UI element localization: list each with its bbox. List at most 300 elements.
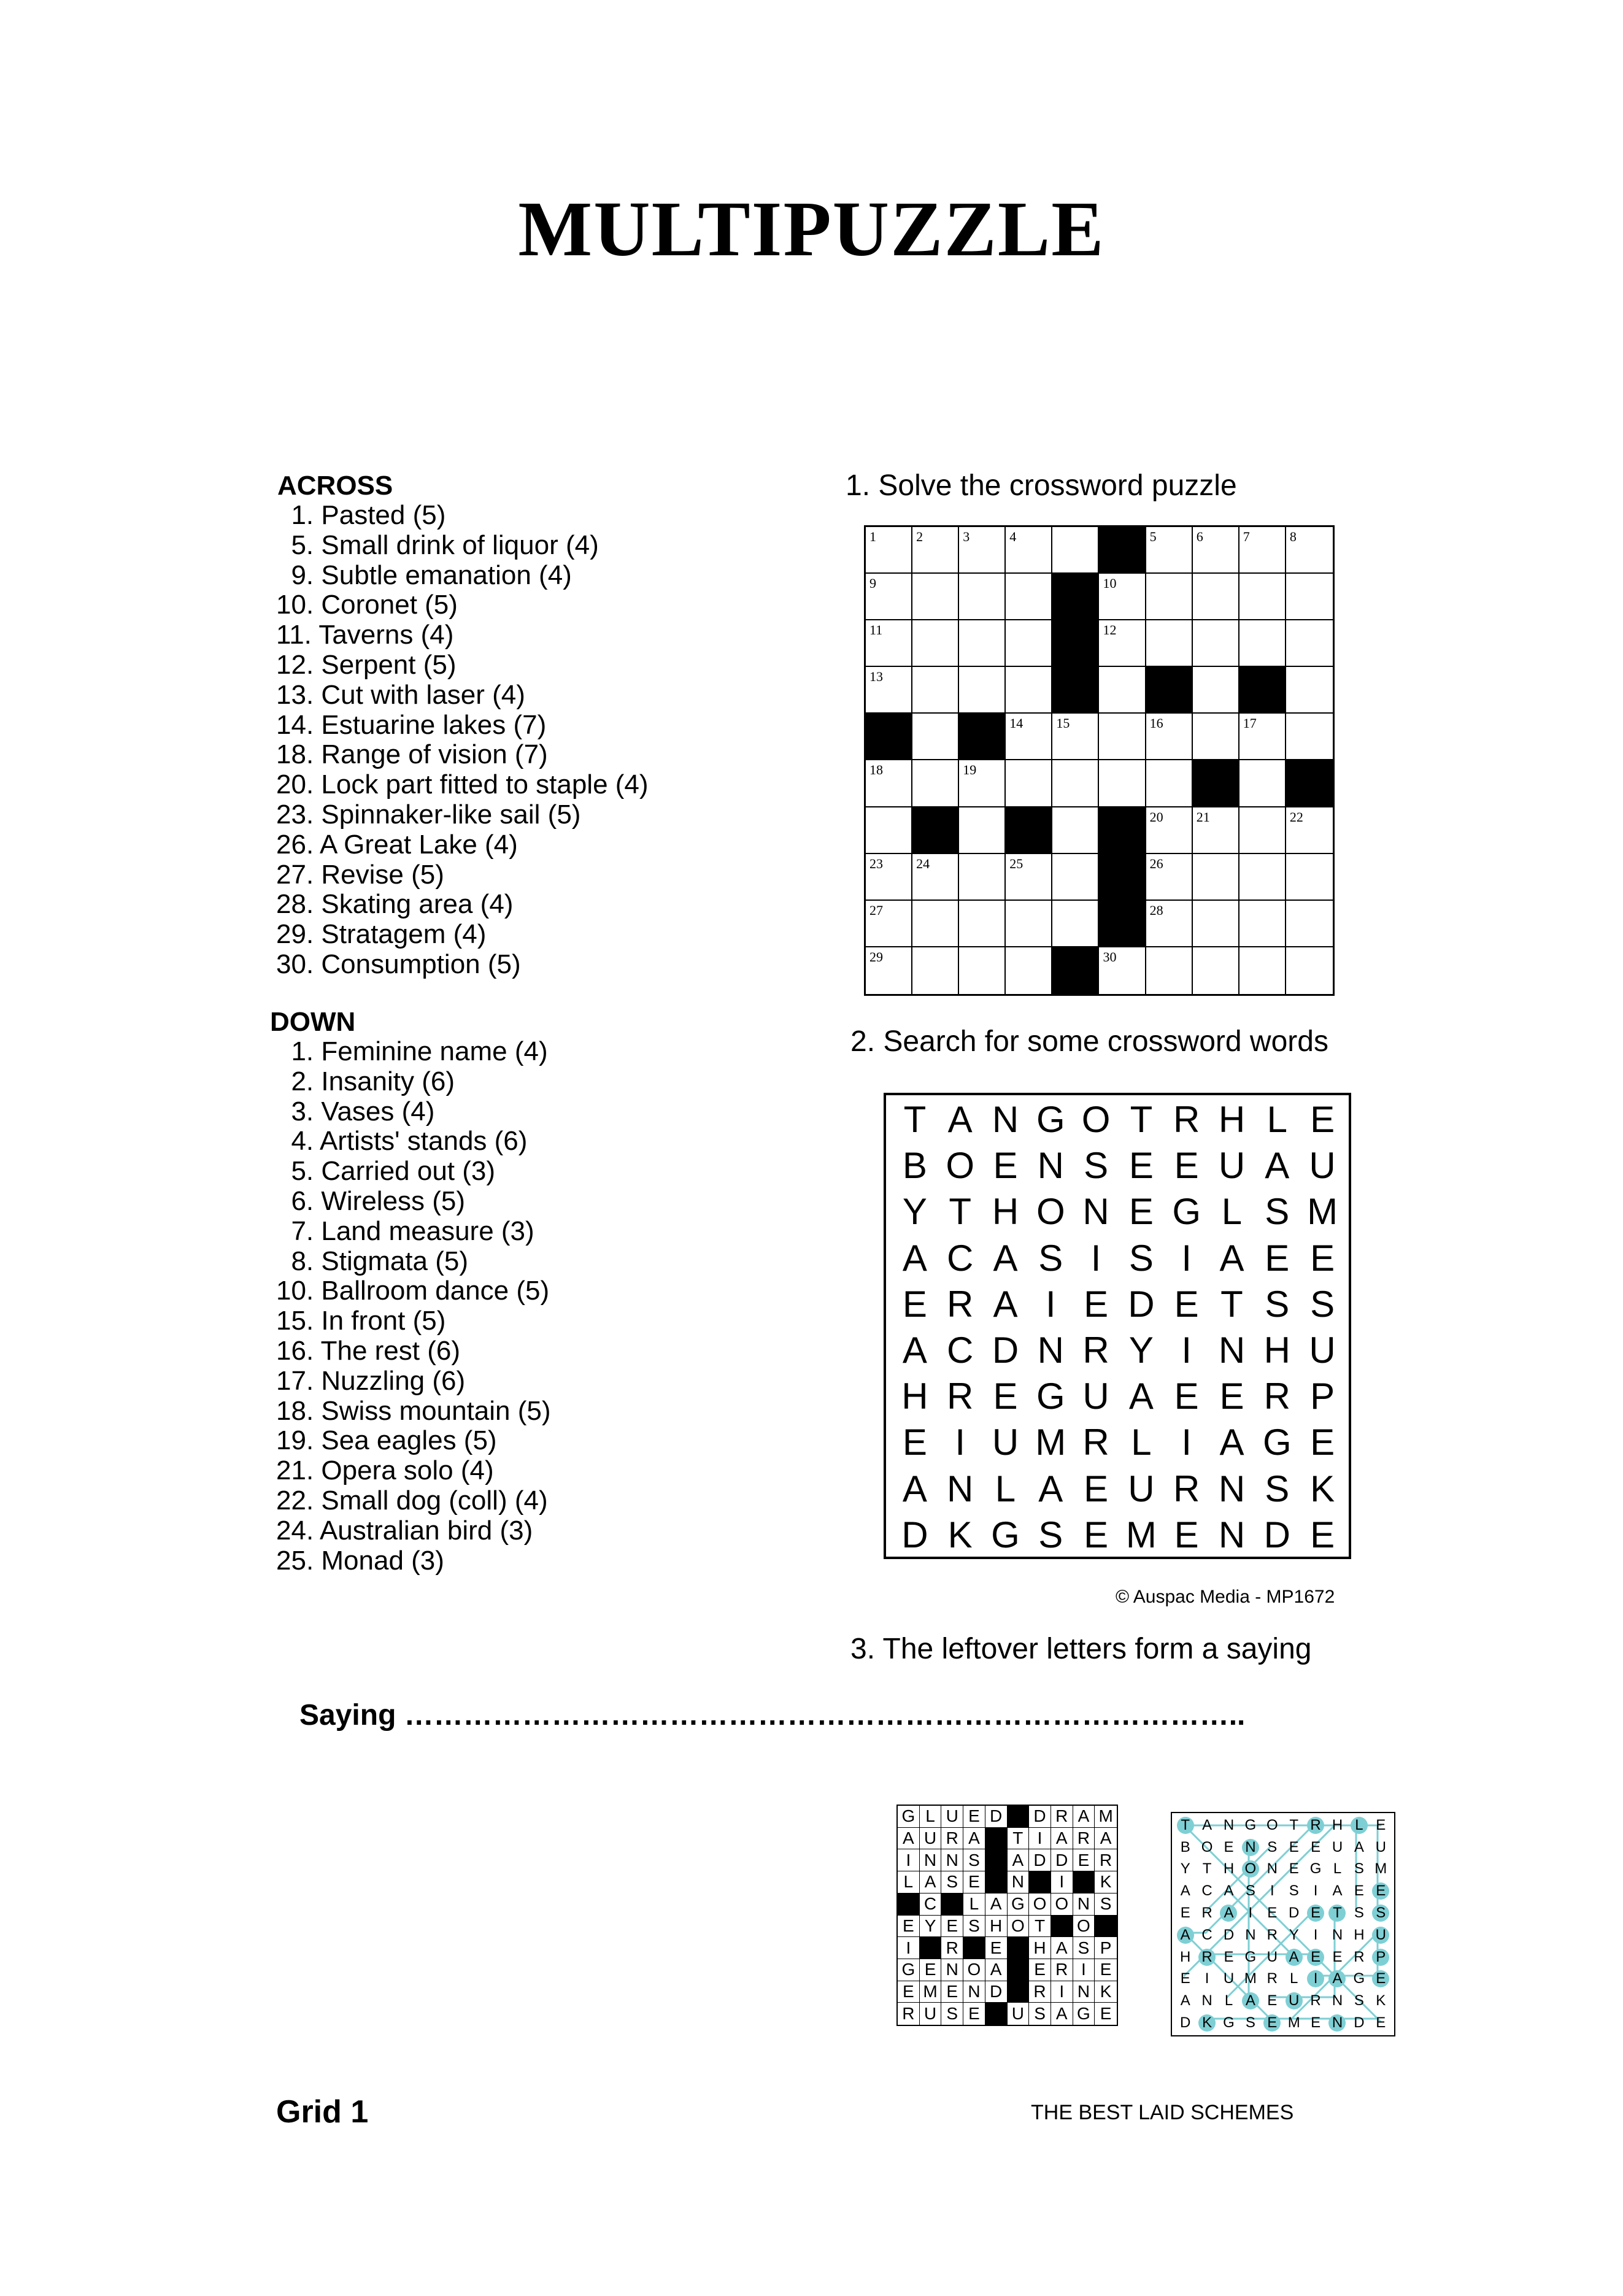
solution-letter-cell: R	[1073, 1828, 1095, 1850]
word-search-letter[interactable]: S	[1084, 1145, 1109, 1187]
word-search-letter[interactable]: R	[947, 1283, 974, 1325]
solution-letter: U	[1375, 1838, 1386, 1855]
solution-letter: M	[1244, 1970, 1257, 1987]
clue-number: 13	[869, 669, 883, 685]
solution-leftover-letter: T	[1174, 1814, 1196, 1836]
word-search-letter[interactable]: S	[1310, 1283, 1335, 1325]
crossword-cell[interactable]	[959, 807, 1006, 854]
solution-letter: E	[1311, 2014, 1321, 2032]
word-search-letter[interactable]: A	[1038, 1468, 1063, 1509]
solution-letter: E	[1376, 1816, 1386, 1833]
word-search-letter[interactable]: L	[995, 1468, 1016, 1509]
word-search-letter[interactable]: M	[1035, 1422, 1066, 1463]
crossword-cell[interactable]	[1052, 854, 1099, 901]
crossword-cell[interactable]	[1146, 760, 1193, 807]
crossword-cell[interactable]	[912, 947, 959, 994]
crossword-cell[interactable]	[1052, 714, 1099, 760]
word-search-letter[interactable]: G	[1262, 1422, 1292, 1463]
crossword-cell[interactable]	[912, 574, 959, 620]
crossword-cell[interactable]	[1006, 854, 1052, 901]
crossword-cell[interactable]	[1193, 901, 1239, 947]
word-search-letter[interactable]: E	[1310, 1099, 1335, 1141]
word-search-letter[interactable]: R	[1082, 1422, 1109, 1463]
crossword-cell[interactable]	[1006, 947, 1052, 994]
crossword-cell[interactable]	[866, 947, 912, 994]
word-search-letter[interactable]: H	[901, 1376, 928, 1417]
solution-letter-cell: M	[920, 1981, 942, 2003]
crossword-cell[interactable]	[1099, 714, 1146, 760]
word-search-letter[interactable]: P	[1310, 1376, 1335, 1417]
solution-letter-cell: A	[1051, 1828, 1073, 1850]
solution-letter-cell: C	[920, 1893, 942, 1916]
crossword-cell[interactable]	[1239, 854, 1286, 901]
crossword-cell[interactable]	[1286, 807, 1333, 854]
solution-leftover-letter: K	[1196, 2012, 1217, 2034]
word-search-letter[interactable]: A	[902, 1330, 927, 1371]
word-search-letter[interactable]: N	[1037, 1330, 1064, 1371]
word-search-letter[interactable]: L	[1266, 1099, 1287, 1141]
solution-letter-cell: E	[1100, 2004, 1112, 2024]
clue-number: 20	[1149, 809, 1163, 825]
word-search-letter[interactable]: S	[1128, 1237, 1154, 1279]
clue-number: 3	[963, 529, 970, 544]
crossword-cell[interactable]	[1006, 714, 1052, 760]
word-search-letter[interactable]: I	[955, 1422, 966, 1463]
crossword-cell[interactable]	[1286, 667, 1333, 714]
solution-letter: H	[1180, 1948, 1191, 1965]
word-search-letter[interactable]: E	[1084, 1283, 1109, 1325]
solution-letter: E	[1224, 1948, 1234, 1965]
word-search-letter[interactable]: E	[1310, 1422, 1335, 1463]
word-search-letter[interactable]: I	[1181, 1330, 1192, 1371]
crossword-cell[interactable]	[959, 667, 1006, 714]
word-search-letter[interactable]: N	[1082, 1191, 1109, 1233]
solution-letter: S	[1354, 1860, 1364, 1878]
crossword-cell[interactable]	[912, 620, 959, 667]
solution-letter-cell: A	[1008, 1849, 1030, 1871]
solution-letter-cell: S	[1073, 1937, 1095, 1959]
crossword-black-cell	[1006, 807, 1052, 854]
step-1-label: 1. Solve the crossword puzzle	[846, 469, 1237, 502]
word-search-letter[interactable]: N	[1218, 1514, 1246, 1555]
crossword-cell[interactable]	[959, 527, 1006, 574]
crossword-cell[interactable]	[866, 667, 912, 714]
crossword-cell[interactable]	[912, 714, 959, 760]
word-search-letter[interactable]: R	[1173, 1099, 1200, 1141]
crossword-cell[interactable]	[1099, 947, 1146, 994]
crossword-cell[interactable]	[1052, 760, 1099, 807]
word-search-letter[interactable]: E	[902, 1422, 927, 1463]
crossword-cell[interactable]	[1006, 667, 1052, 714]
crossword-cell[interactable]	[1193, 574, 1239, 620]
word-search-letter[interactable]: L	[1221, 1191, 1243, 1233]
crossword-cell[interactable]	[1146, 714, 1193, 760]
word-search-letter[interactable]: O	[1081, 1099, 1111, 1141]
across-clue: 20. Lock part fitted to staple (4)	[276, 769, 649, 800]
word-search-letter[interactable]: A	[902, 1468, 927, 1509]
solution-letter-cell: S	[1095, 1893, 1117, 1916]
word-search-letter[interactable]: I	[1045, 1283, 1056, 1325]
crossword-cell[interactable]	[1146, 947, 1193, 994]
solution-letter: G	[1353, 1970, 1365, 1987]
crossword-cell[interactable]	[1239, 807, 1286, 854]
clue-number: 7	[1243, 529, 1250, 544]
crossword-cell[interactable]	[1286, 574, 1333, 620]
crossword-cell[interactable]	[1193, 714, 1239, 760]
solution-letter: O	[1266, 1816, 1278, 1833]
solution-letter-cell: A	[1051, 2003, 1073, 2025]
word-search-letter[interactable]: E	[993, 1376, 1018, 1417]
across-clue: 27. Revise (5)	[276, 859, 444, 890]
crossword-cell[interactable]	[1286, 901, 1333, 947]
solution-leftover-letter: U	[1370, 1924, 1392, 1946]
crossword-cell[interactable]	[959, 854, 1006, 901]
word-search-letter[interactable]: Y	[902, 1191, 927, 1233]
crossword-cell[interactable]	[1239, 574, 1286, 620]
solution-letter: S	[1245, 2014, 1255, 2032]
crossword-cell[interactable]	[912, 901, 959, 947]
down-clue: 18. Swiss mountain (5)	[276, 1395, 551, 1426]
word-search-letter[interactable]: A	[1219, 1237, 1244, 1279]
word-search-letter[interactable]: D	[1263, 1514, 1290, 1555]
across-clue: 10. Coronet (5)	[276, 590, 458, 620]
crossword-cell[interactable]	[1052, 527, 1099, 574]
crossword-cell[interactable]	[912, 760, 959, 807]
crossword-cell[interactable]	[1286, 854, 1333, 901]
solution-black-cell	[941, 1893, 963, 1916]
word-search-letter[interactable]: G	[991, 1514, 1020, 1555]
crossword-cell[interactable]	[1052, 901, 1099, 947]
solution-leftover-letter: E	[1370, 1880, 1392, 1902]
crossword-cell[interactable]	[1193, 620, 1239, 667]
word-search-letter[interactable]: L	[1131, 1422, 1152, 1463]
solution-black-cell	[985, 1871, 1008, 1893]
solution-letter: E	[1311, 1838, 1321, 1855]
solution-letter: D	[1180, 2014, 1191, 2032]
word-search-letter[interactable]: C	[947, 1237, 974, 1279]
crossword-cell[interactable]	[1286, 527, 1333, 574]
solution-letter-cell: E	[898, 1916, 920, 1938]
solution-letter-cell: E	[1073, 1849, 1095, 1871]
page-title: MULTIPUZZLE	[518, 185, 1105, 272]
crossword-cell[interactable]	[866, 854, 912, 901]
solution-letter: G	[1223, 2014, 1235, 2032]
solution-black-cell	[1008, 1981, 1030, 2003]
solution-letter-cell: G	[1073, 2003, 1095, 2025]
word-search-letter[interactable]: K	[947, 1514, 973, 1555]
solution-letter: A	[1202, 1816, 1212, 1833]
solution-letter-cell: P	[1095, 1937, 1117, 1959]
solution-letter: S	[1267, 1838, 1278, 1855]
word-search-letter[interactable]: E	[1174, 1514, 1199, 1555]
crossword-cell[interactable]	[1239, 947, 1286, 994]
solution-letter-cell: A	[1095, 1828, 1117, 1850]
solution-letter-cell: S	[941, 2003, 963, 2025]
word-search-letter[interactable]: N	[1037, 1145, 1064, 1187]
solution-letter: I	[1205, 1970, 1209, 1987]
crossword-cell[interactable]	[1099, 620, 1146, 667]
down-clue: 5. Carried out (3)	[276, 1156, 496, 1187]
word-search-letter[interactable]: R	[1173, 1468, 1200, 1509]
solution-letter: I	[1270, 1882, 1274, 1900]
solution-letter: E	[1267, 1992, 1278, 2009]
crossword-black-cell	[1099, 854, 1146, 901]
solution-letter-cell: N	[1008, 1871, 1030, 1893]
solution-leftover-letter: E	[1305, 1902, 1326, 1924]
solution-letter: U	[1332, 1838, 1343, 1855]
crossword-cell[interactable]	[959, 574, 1006, 620]
across-clue: 30. Consumption (5)	[276, 949, 521, 979]
down-clue: 3. Vases (4)	[276, 1096, 435, 1127]
word-search-letter[interactable]: A	[902, 1237, 927, 1279]
crossword-cell[interactable]	[1193, 947, 1239, 994]
crossword-solution-grid	[896, 1805, 1118, 2026]
crossword-cell[interactable]	[1099, 574, 1146, 620]
word-search-letter[interactable]: A	[947, 1099, 973, 1141]
crossword-cell[interactable]	[1286, 714, 1333, 760]
word-search-letter[interactable]: D	[1128, 1283, 1155, 1325]
solution-letter: C	[1201, 1926, 1212, 1943]
word-search-letter[interactable]: E	[1174, 1145, 1199, 1187]
word-search-letter[interactable]: H	[992, 1191, 1019, 1233]
down-clue: 2. Insanity (6)	[276, 1066, 455, 1096]
word-search-letter[interactable]: A	[993, 1283, 1018, 1325]
clue-number: 19	[963, 762, 977, 778]
word-search-letter[interactable]: T	[1130, 1099, 1153, 1141]
solution-letter-cell: A	[920, 1871, 942, 1893]
solution-letter-cell: S	[963, 1849, 985, 1871]
solution-leftover-letter: I	[1305, 1968, 1326, 1990]
word-search-letter[interactable]: A	[993, 1237, 1018, 1279]
crossword-cell[interactable]	[1193, 854, 1239, 901]
solution-letter: N	[1245, 1926, 1256, 1943]
crossword-cell[interactable]	[959, 901, 1006, 947]
crossword-cell[interactable]	[1146, 807, 1193, 854]
solution-leftover-letter: P	[1370, 1946, 1392, 1968]
crossword-cell[interactable]	[1193, 667, 1239, 714]
word-search-letter[interactable]: I	[1090, 1237, 1101, 1279]
word-search-letter[interactable]: T	[949, 1191, 972, 1233]
word-search-letter[interactable]: E	[1219, 1376, 1244, 1417]
word-search-letter[interactable]: O	[946, 1145, 975, 1187]
word-search-letter[interactable]: G	[1036, 1099, 1065, 1141]
solution-letter: U	[1266, 1948, 1278, 1965]
crossword-cell[interactable]	[866, 901, 912, 947]
crossword-cell[interactable]	[1006, 620, 1052, 667]
word-search-letter[interactable]: R	[1082, 1330, 1109, 1371]
solution-letter-cell: D	[1051, 1849, 1073, 1871]
crossword-cell[interactable]	[866, 620, 912, 667]
crossword-black-cell	[959, 714, 1006, 760]
word-search-letter[interactable]: D	[901, 1514, 928, 1555]
word-search-letter[interactable]: N	[947, 1468, 974, 1509]
solution-letter-cell: I	[1051, 1981, 1073, 2003]
word-search-letter[interactable]: A	[1265, 1145, 1290, 1187]
crossword-cell[interactable]	[1239, 714, 1286, 760]
word-search-letter[interactable]: S	[1265, 1468, 1290, 1509]
word-search-letter[interactable]: C	[947, 1330, 974, 1371]
word-search-letter[interactable]: S	[1038, 1237, 1063, 1279]
word-search-letter[interactable]: A	[1128, 1376, 1154, 1417]
down-clue: 6. Wireless (5)	[276, 1185, 466, 1216]
solution-letter: D	[1354, 2014, 1365, 2032]
solution-letter: K	[1376, 1992, 1386, 2009]
down-heading: DOWN	[270, 1007, 356, 1037]
word-search-letter[interactable]: U	[1309, 1145, 1336, 1187]
solution-letter-cell: E	[1095, 1959, 1117, 1981]
solution-letter: E	[1180, 1970, 1190, 1987]
solution-letter-cell: I	[1029, 1828, 1051, 1850]
crossword-cell[interactable]	[959, 760, 1006, 807]
word-search-letter[interactable]: E	[1265, 1237, 1290, 1279]
crossword-black-cell	[1099, 527, 1146, 574]
solution-letter: H	[1354, 1926, 1365, 1943]
solution-letter: M	[1287, 2014, 1300, 2032]
word-search-letter[interactable]: U	[992, 1422, 1019, 1463]
down-clue: 4. Artists' stands (6)	[276, 1126, 528, 1157]
solution-letter: S	[1354, 1905, 1364, 1922]
crossword-cell[interactable]	[1286, 620, 1333, 667]
solution-black-cell	[985, 1849, 1008, 1871]
word-search-letter[interactable]: E	[1174, 1376, 1199, 1417]
crossword-black-cell	[1052, 947, 1099, 994]
crossword-cell[interactable]	[1006, 760, 1052, 807]
solution-letter-cell: S	[941, 1871, 963, 1893]
word-search-letter[interactable]: R	[1263, 1376, 1290, 1417]
crossword-cell[interactable]	[1286, 947, 1333, 994]
crossword-cell[interactable]	[912, 854, 959, 901]
crossword-black-cell	[866, 714, 912, 760]
crossword-cell[interactable]	[1146, 527, 1193, 574]
solution-letter-cell: N	[941, 1959, 963, 1981]
clue-number: 6	[1196, 529, 1203, 544]
across-clue: 11. Taverns (4)	[276, 620, 454, 650]
word-search-letter[interactable]: E	[1128, 1145, 1154, 1187]
word-search-letter[interactable]: S	[1265, 1283, 1290, 1325]
crossword-cell[interactable]	[912, 667, 959, 714]
word-search-letter[interactable]: E	[993, 1145, 1018, 1187]
solution-letter: I	[1313, 1926, 1318, 1943]
crossword-cell[interactable]	[912, 527, 959, 574]
crossword-cell[interactable]	[1193, 527, 1239, 574]
solution-leftover-letter: T	[1327, 1902, 1348, 1924]
crossword-cell[interactable]	[959, 620, 1006, 667]
solution-letter-cell: O	[1029, 1893, 1051, 1916]
solution-letter: G	[1244, 1816, 1257, 1833]
crossword-cell[interactable]	[1239, 620, 1286, 667]
word-search-letter[interactable]: T	[903, 1099, 927, 1141]
crossword-cell[interactable]	[1146, 574, 1193, 620]
crossword-cell[interactable]	[1052, 807, 1099, 854]
down-clue: 7. Land measure (3)	[276, 1215, 534, 1246]
word-search-letter[interactable]: I	[1181, 1422, 1192, 1463]
crossword-cell[interactable]	[1239, 901, 1286, 947]
solution-letter-cell: E	[920, 1959, 942, 1981]
word-search-letter[interactable]: M	[1307, 1191, 1338, 1233]
solution-letter-cell: D	[1029, 1849, 1051, 1871]
word-search-letter[interactable]: E	[1084, 1468, 1109, 1509]
down-clue: 19. Sea eagles (5)	[276, 1425, 497, 1456]
word-search-letter[interactable]: N	[992, 1099, 1019, 1141]
word-search-letter[interactable]: S	[1038, 1514, 1063, 1555]
crossword-cell[interactable]	[866, 574, 912, 620]
across-clue: 18. Range of vision (7)	[276, 739, 548, 770]
word-search-letter[interactable]: Y	[1128, 1330, 1154, 1371]
crossword-cell[interactable]	[1099, 667, 1146, 714]
word-search-letter[interactable]: N	[1218, 1330, 1246, 1371]
word-search-letter[interactable]: T	[1220, 1283, 1243, 1325]
across-clue-list	[276, 501, 649, 980]
word-search-letter[interactable]: O	[1036, 1191, 1065, 1233]
word-search-letter[interactable]: U	[1309, 1330, 1336, 1371]
word-search-letter[interactable]: I	[1181, 1237, 1192, 1279]
crossword-cell[interactable]	[1006, 574, 1052, 620]
crossword-cell[interactable]	[1239, 527, 1286, 574]
word-search-letter[interactable]: G	[1036, 1376, 1065, 1417]
word-search-letter[interactable]: A	[1219, 1422, 1244, 1463]
crossword-cell[interactable]	[1146, 901, 1193, 947]
solution-letter: I	[1248, 1905, 1253, 1922]
solution-letter-cell: E	[963, 1871, 985, 1893]
solution-letter: E	[1289, 1860, 1299, 1878]
word-search-letter[interactable]: E	[1084, 1514, 1109, 1555]
crossword-cell[interactable]	[866, 760, 912, 807]
crossword-cell[interactable]	[1193, 807, 1239, 854]
word-search-letter[interactable]: G	[1172, 1191, 1201, 1233]
word-search-letter[interactable]: U	[1128, 1468, 1155, 1509]
word-search-letter[interactable]: D	[992, 1330, 1019, 1371]
word-search-letter[interactable]: E	[902, 1283, 927, 1325]
word-search-letter[interactable]: E	[1310, 1514, 1335, 1555]
word-search-letter[interactable]: E	[1310, 1237, 1335, 1279]
crossword-grid	[864, 525, 1335, 996]
word-search-letter[interactable]: K	[1310, 1468, 1335, 1509]
solution-letter-cell: Y	[920, 1916, 942, 1938]
word-search-letter[interactable]: U	[1082, 1376, 1109, 1417]
crossword-cell[interactable]	[866, 807, 912, 854]
crossword-cell[interactable]	[959, 947, 1006, 994]
crossword-cell[interactable]	[1099, 760, 1146, 807]
solution-black-cell	[1073, 1871, 1095, 1893]
crossword-black-cell	[1052, 667, 1099, 714]
word-search-letter[interactable]: E	[1174, 1283, 1199, 1325]
word-search-letter[interactable]: U	[1218, 1145, 1246, 1187]
crossword-cell[interactable]	[1146, 854, 1193, 901]
crossword-cell[interactable]	[1006, 901, 1052, 947]
word-search-letter[interactable]: M	[1125, 1514, 1157, 1555]
crossword-cell[interactable]	[1006, 527, 1052, 574]
crossword-cell[interactable]	[1146, 620, 1193, 667]
solution-letter: R	[1201, 1905, 1212, 1922]
crossword-cell[interactable]	[866, 527, 912, 574]
word-search-letter[interactable]: R	[947, 1376, 974, 1417]
clue-number: 18	[869, 762, 883, 778]
word-search-letter[interactable]: H	[1263, 1330, 1290, 1371]
crossword-cell[interactable]	[1239, 760, 1286, 807]
across-clue: 13. Cut with laser (4)	[276, 679, 525, 710]
solution-leftover-letter: A	[1174, 1924, 1196, 1946]
clue-number: 17	[1243, 715, 1257, 731]
word-search-letter[interactable]: S	[1265, 1191, 1290, 1233]
solution-black-cell	[963, 1937, 985, 1959]
clue-number: 22	[1289, 809, 1303, 825]
word-search-letter[interactable]: H	[1218, 1099, 1246, 1141]
solution-leftover-letter: E	[1262, 2012, 1283, 2034]
word-search-letter[interactable]: E	[1128, 1191, 1154, 1233]
word-search-letter[interactable]: N	[1218, 1468, 1246, 1509]
word-search-letter[interactable]: B	[902, 1145, 927, 1187]
solution-letter: E	[1180, 1905, 1190, 1922]
